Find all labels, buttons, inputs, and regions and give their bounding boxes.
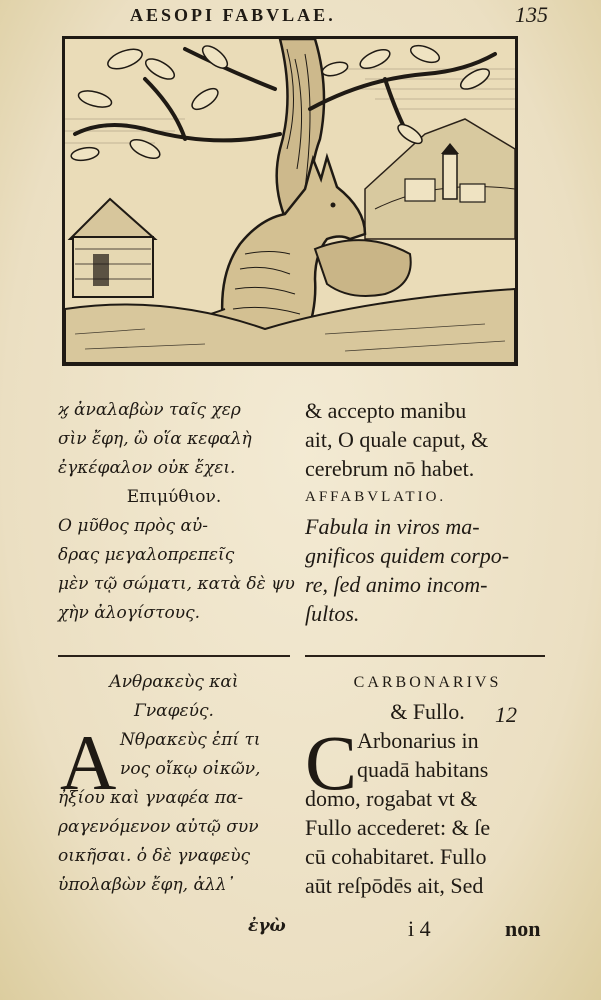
section-divider-right (305, 655, 545, 657)
epimythion-line: μὲν τῷ σώματι, κατὰ δὲ ψυ (58, 574, 295, 594)
epimythion-line: χὴν ἀλογίστους. (58, 603, 201, 623)
affabulatio-line: Fabula in viros ma- (305, 514, 480, 539)
greek-column-top (58, 396, 295, 628)
greek-fable-line: ραγενόμενον αὐτῷ συν (58, 817, 259, 837)
greek-line: σὶν ἔφη, ὢ οἵα κεφαλὴ (58, 429, 252, 449)
latin-fable-line: domo, rogabat vt & (305, 786, 478, 811)
latin-line: & accepto manibu (305, 398, 467, 423)
latin-fable-line: Arbonarius in (357, 728, 479, 753)
woodcut-illustration (62, 36, 518, 366)
greek-drop-cap: A (60, 719, 117, 806)
greek-fable-text (58, 719, 290, 900)
latin-fable-line: cū cohabitaret. Fullo (305, 844, 487, 869)
page-number: 135 (515, 2, 548, 27)
epimythion-heading: Επιμύθιον. (126, 487, 222, 507)
affabulatio-line: ſultos. (305, 601, 360, 626)
greek-line: ϗ ἀναλαβὼν ταῖς χερ (58, 400, 241, 420)
latin-line: cerebrum nō habet. (305, 456, 475, 481)
latin-fable-line: Fullo accederet: & ſe (305, 815, 491, 840)
section-divider-left (58, 655, 290, 657)
epimythion-line: Ο μῦθος πρὸς αὐ- (58, 516, 209, 536)
epimythion-line: δρας μεγαλοπρεπεῖς (58, 545, 235, 565)
greek-fable-line: νος οἴκῳ οἰκῶν, (120, 759, 261, 779)
greek-fable-line: Νθρακεὺς ἐπί τι (120, 730, 261, 750)
running-head (0, 2, 601, 32)
latin-fable-line: aūt reſpōdēs ait, Sed (305, 873, 484, 898)
fox-woodcut-image (65, 39, 515, 363)
latin-fable-line: quadā habitans (357, 757, 489, 782)
latin-line: ait, O quale caput, & (305, 427, 489, 452)
latin-column-top (305, 396, 550, 628)
greek-fable-title: Γναφεύς. (134, 701, 214, 721)
greek-fable-title: Ανθρακεὺς καὶ (109, 672, 239, 692)
greek-fable-line: οικῆσαι. ὁ δὲ γναφεὺς (58, 846, 251, 866)
greek-fable-block (58, 668, 290, 900)
greek-catchword: ἐγὼ (248, 916, 286, 936)
greek-line: ἐγκέφαλον οὐκ ἔχει. (58, 458, 236, 478)
latin-fable-title: CARBONARIVS (353, 674, 502, 691)
fable-number: 12 (495, 702, 517, 727)
latin-catchword: non (505, 916, 541, 941)
latin-drop-cap: C (305, 719, 358, 806)
signature-mark: i 4 (408, 916, 431, 941)
greek-fable-line: ὑπολαβὼν ἔφη, ἀλλ᾽ (58, 875, 235, 895)
affabulatio-line: gnificos quidem corpo- (305, 543, 510, 568)
affabulatio-line: re, ſed animo incom- (305, 572, 488, 597)
latin-fable-subtitle: & Fullo. (390, 699, 465, 724)
running-title: AESOPI FABVLAE. (130, 5, 336, 25)
greek-fable-line: ἠξίου καὶ γναφέα πα- (58, 788, 244, 808)
affabulatio-heading: AFFABVLATIO. (305, 489, 447, 505)
latin-fable-text (305, 719, 550, 900)
